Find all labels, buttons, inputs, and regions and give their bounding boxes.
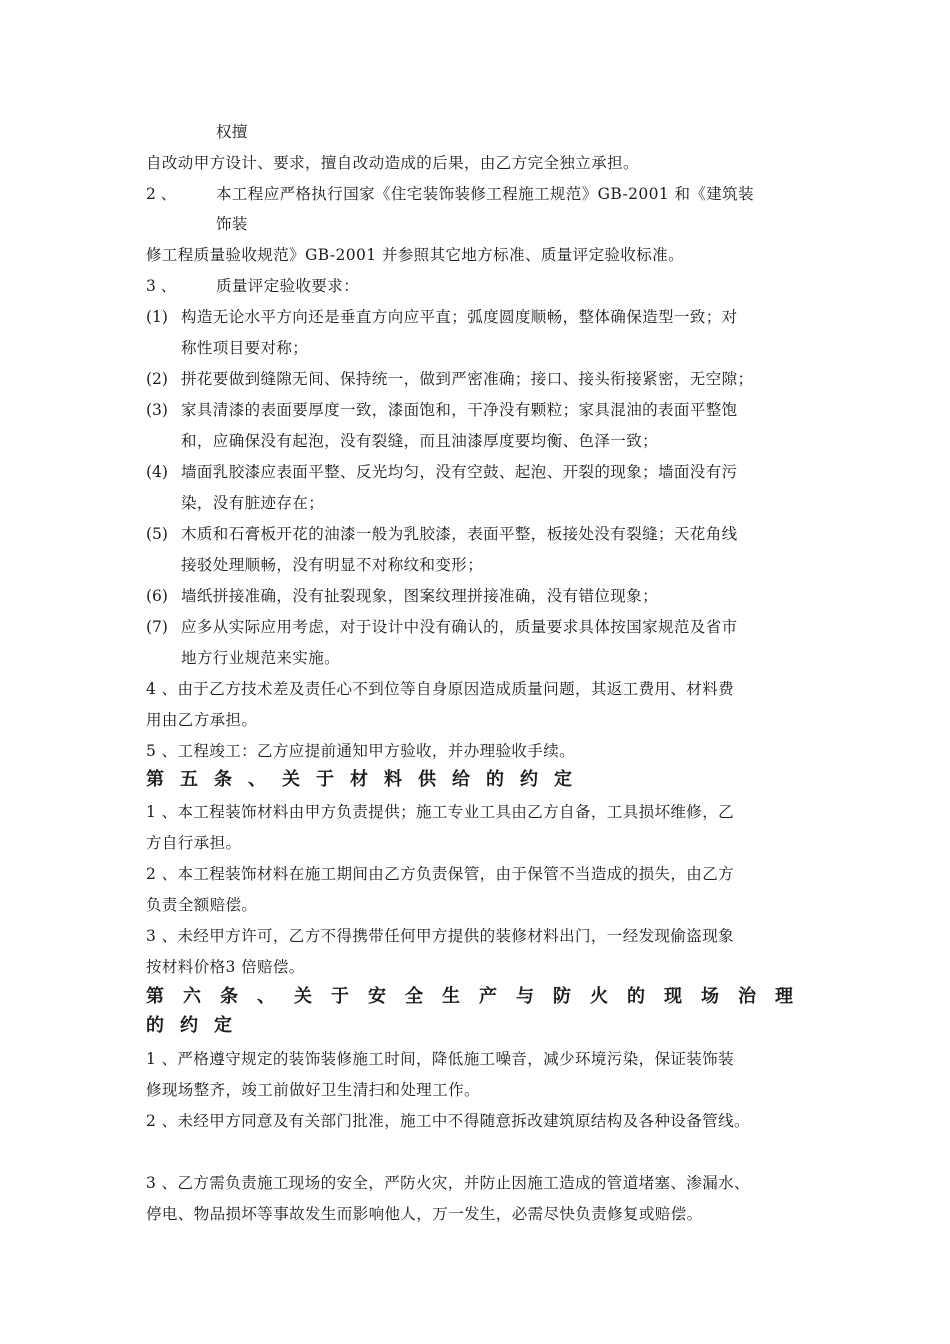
text-line: 1 、本工程装饰材料由甲方负责提供；施工专业工具由乙方自备，工具损坏维修，乙 <box>146 803 734 821</box>
text-line: 3 、未经甲方许可，乙方不得携带任何甲方提供的装修材料出门，一经发现偷盗现象 <box>146 927 734 945</box>
text-line: 用由乙方承担。 <box>146 711 258 729</box>
section-heading: 第六条、关于安全生产与防火的现场治理 <box>146 986 812 1007</box>
text-line: 方自行承担。 <box>146 834 242 852</box>
text-line: 本工程应严格执行国家《住宅装饰装修工程施工规范》GB-2001 和《建筑装 <box>216 185 754 203</box>
text-line: 修现场整齐，竣工前做好卫生清扫和处理工作。 <box>146 1081 480 1099</box>
text-line: 权擅 <box>216 123 248 141</box>
text-line: 拼花要做到缝隙无间、保持统一，做到严密准确；接口、接头衔接紧密，无空隙； <box>181 370 754 388</box>
item-number: (5) <box>146 525 168 543</box>
section-heading-continued: 的约定 <box>146 1015 248 1036</box>
item-number: (2) <box>146 370 168 388</box>
text-line: 自改动甲方设计、要求，擅自改动造成的后果，由乙方完全独立承担。 <box>146 154 639 172</box>
item-number: (4) <box>146 463 168 481</box>
text-line: 1 、严格遵守规定的装饰装修施工时间，降低施工噪音，减少环境污染，保证装饰装 <box>146 1050 734 1068</box>
text-line: 构造无论水平方向还是垂直方向应平直；弧度圆度顺畅，整体确保造型一致；对 <box>181 308 738 326</box>
item-number: (7) <box>146 618 168 636</box>
text-line: 停电、物品损坏等事故发生而影响他人，万一发生，必需尽快负责修复或赔偿。 <box>146 1205 703 1223</box>
text-line: 2 、未经甲方同意及有关部门批准，施工中不得随意拆改建筑原结构及各种设备管线。 <box>146 1112 750 1130</box>
item-number: 2 、 <box>146 185 177 203</box>
text-line: 应多从实际应用考虑，对于设计中没有确认的，质量要求具体按国家规范及省市 <box>181 618 738 636</box>
text-line: 接驳处理顺畅，没有明显不对称纹和变形； <box>181 556 484 574</box>
text-line: 家具清漆的表面要厚度一致，漆面饱和，干净没有颗粒；家具混油的表面平整饱 <box>181 401 738 419</box>
text-line: 3 、乙方需负责施工现场的安全，严防火灾，并防止因施工造成的管道堵塞、渗漏水、 <box>146 1174 750 1192</box>
text-line: 负责全额赔偿。 <box>146 896 258 914</box>
text-line: 质量评定验收要求： <box>216 277 360 295</box>
text-line: 木质和石膏板开花的油漆一般为乳胶漆，表面平整，板接处没有裂缝；天花角线 <box>181 525 738 543</box>
text-line: 称性项目要对称； <box>181 339 309 357</box>
text-line: 墙面乳胶漆应表面平整、反光均匀，没有空鼓、起泡、开裂的现象；墙面没有污 <box>181 463 738 481</box>
text-line: 饰装 <box>216 215 248 233</box>
item-number: 3 、 <box>146 277 177 295</box>
text-line: 按材料价格3 倍赔偿。 <box>146 958 305 976</box>
item-number: (1) <box>146 308 168 326</box>
text-line: 2 、本工程装饰材料在施工期间由乙方负责保管，由于保管不当造成的损失，由乙方 <box>146 865 734 883</box>
item-number: (3) <box>146 401 168 419</box>
text-line: 染，没有脏迹存在； <box>181 494 325 512</box>
item-number: (6) <box>146 587 168 605</box>
text-line: 修工程质量验收规范》GB-2001 并参照其它地方标准、质量评定验收标准。 <box>146 246 684 264</box>
text-line: 4 、由于乙方技术差及责任心不到位等自身原因造成质量问题，其返工费用、材料费 <box>146 680 734 698</box>
text-line: 5 、工程竣工：乙方应提前通知甲方验收，并办理验收手续。 <box>146 742 575 760</box>
text-line: 和，应确保没有起泡，没有裂缝，而且油漆厚度要均衡、色泽一致； <box>181 432 659 450</box>
section-heading: 第五条、关于材料供给的约定 <box>146 769 588 790</box>
text-line: 地方行业规范来实施。 <box>181 649 341 667</box>
text-line: 墙纸拼接准确，没有扯裂现象，图案纹理拼接准确，没有错位现象； <box>181 587 659 605</box>
